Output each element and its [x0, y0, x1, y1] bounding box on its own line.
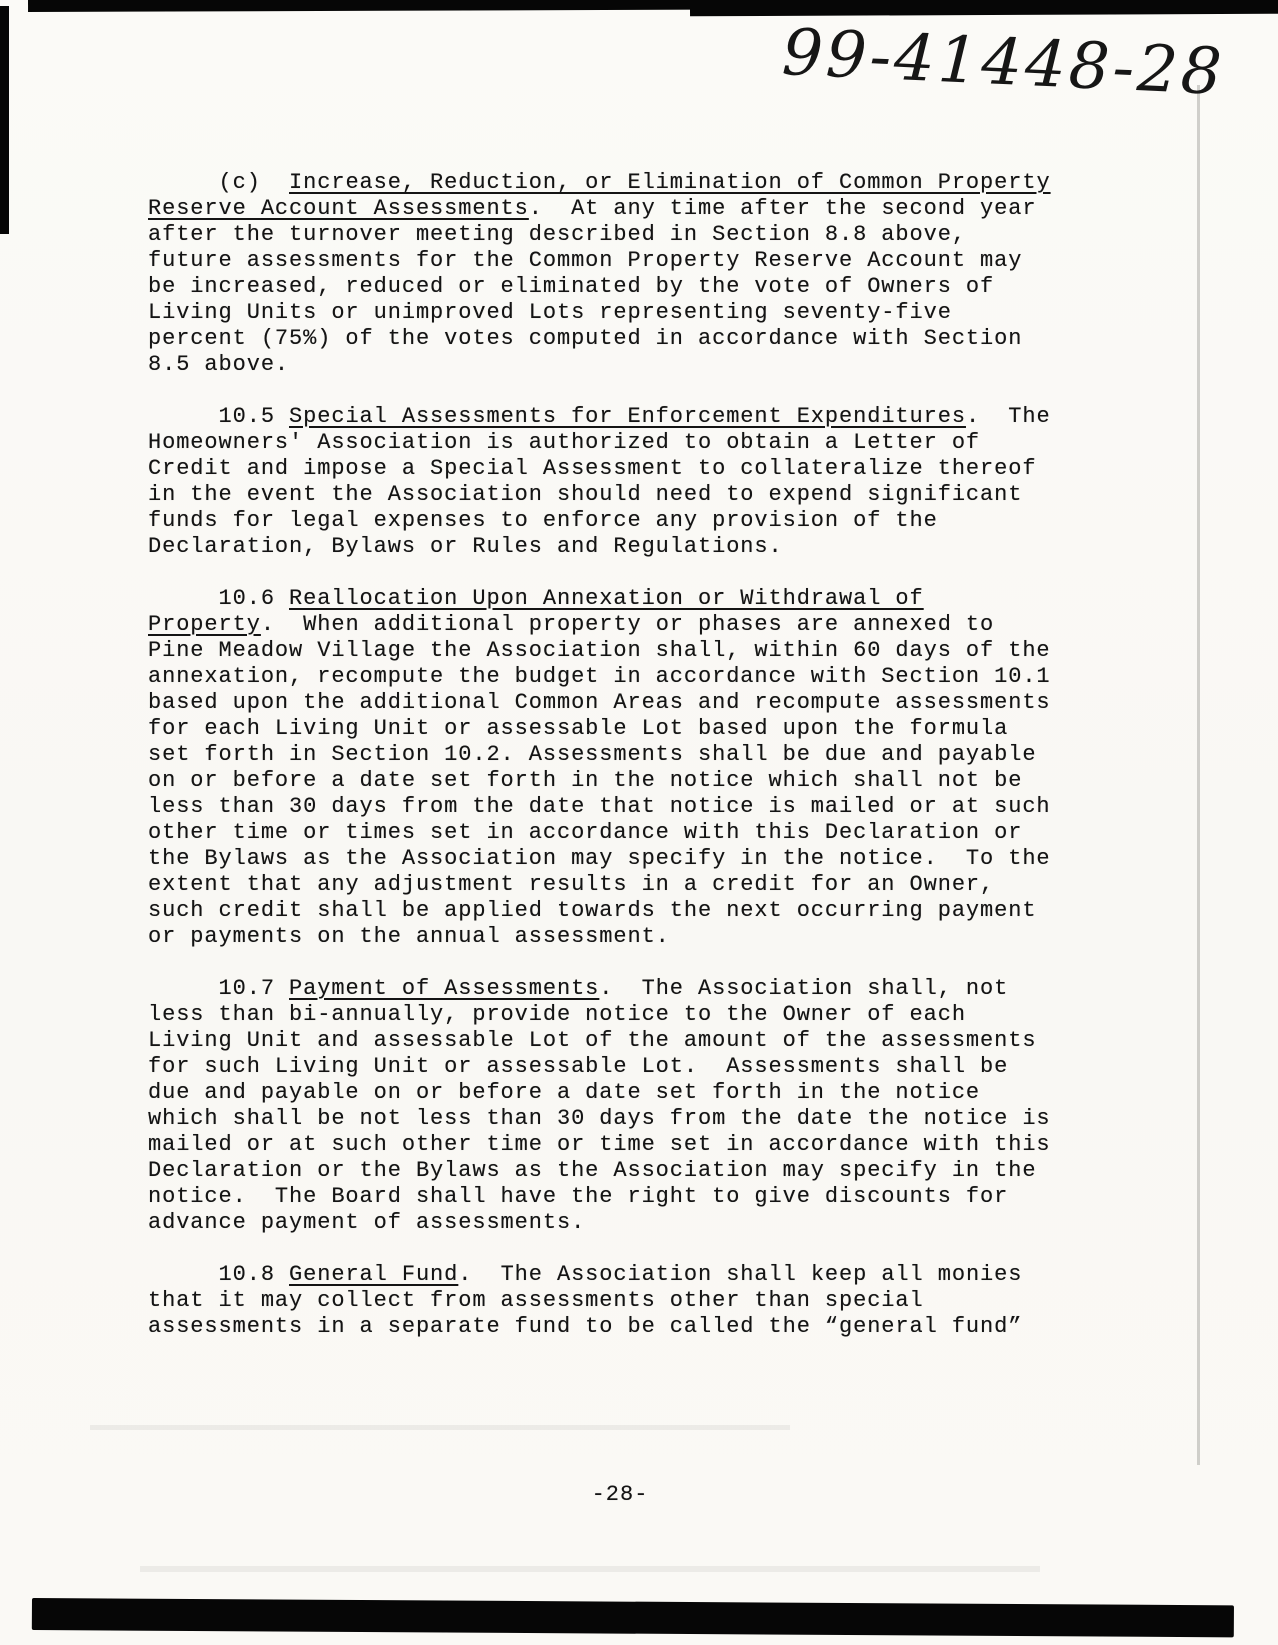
- body-text: for such Living Unit or assessable Lot. Assessments shall be: [148, 1054, 1009, 1079]
- body-text: . At any time after the second year: [528, 196, 1037, 221]
- body-text: or payments on the annual assessment.: [148, 924, 670, 949]
- body-text: the Bylaws as the Association may specify in the notice. To the: [148, 846, 1051, 871]
- text-line: [148, 638, 1092, 664]
- scan-artifact-top-bar-right: [690, 1, 1278, 17]
- body-text: 10.8: [148, 1262, 290, 1287]
- body-text: for each Living Unit or assessable Lot based upon the formula: [148, 716, 1009, 741]
- text-line: [148, 846, 1092, 872]
- body-text: Homeowners' Association is authorized to obtain a Letter of: [148, 430, 981, 455]
- body-text: Pine Meadow Village the Association shall, within 60 days of the: [148, 638, 1051, 663]
- text-line: [148, 1080, 1092, 1106]
- text-line: [148, 1314, 1092, 1340]
- text-line: [148, 742, 1092, 768]
- text-line: [148, 690, 1092, 716]
- body-text: 8.5 above.: [148, 352, 290, 377]
- text-line: [148, 482, 1092, 508]
- underlined-heading-text: Special Assessments for Enforcement Expenditures: [289, 404, 966, 429]
- text-line: [148, 352, 1092, 378]
- body-text: due and payable on or before a date set forth in the notice: [148, 1080, 981, 1105]
- text-line: [148, 898, 1092, 924]
- scan-artifact-bottom-bar: [32, 1598, 1234, 1637]
- underlined-heading-text: Increase, Reduction, or Elimination of Common Property: [289, 170, 1051, 195]
- body-text: funds for legal expenses to enforce any provision of the: [148, 508, 938, 533]
- paragraph-10-8-general-fund: [148, 1262, 1092, 1340]
- text-line: [148, 508, 1092, 534]
- text-line: [148, 1132, 1092, 1158]
- text-line: [148, 664, 1092, 690]
- text-line: [148, 716, 1092, 742]
- text-line: [148, 872, 1092, 898]
- text-line: [148, 456, 1092, 482]
- text-line: [148, 326, 1092, 352]
- body-text: notice. The Board shall have the right to give discounts for: [148, 1184, 1009, 1209]
- underlined-heading-text: Reallocation Upon Annexation or Withdrawal of: [289, 586, 924, 611]
- scan-smudge: [90, 1425, 790, 1430]
- text-line: [148, 1262, 1092, 1288]
- document-body: [148, 170, 1092, 1340]
- text-line: [148, 586, 1092, 612]
- text-line: [148, 222, 1092, 248]
- text-line: [148, 248, 1092, 274]
- body-text: less than 30 days from the date that notice is mailed or at such: [148, 794, 1051, 819]
- body-text: extent that any adjustment results in a credit for an Owner,: [148, 872, 995, 897]
- body-text: based upon the additional Common Areas and recompute assessments: [148, 690, 1051, 715]
- text-line: [148, 170, 1092, 196]
- page-number: -28-: [591, 1482, 649, 1507]
- body-text: (c): [148, 170, 290, 195]
- body-text: after the turnover meeting described in Section 8.8 above,: [148, 222, 966, 247]
- text-line: [148, 1288, 1092, 1314]
- body-text: such credit shall be applied towards the next occurring payment: [148, 898, 1037, 923]
- body-text: assessments in a separate fund to be called the “general fund”: [148, 1314, 1023, 1339]
- paragraph-10-7-payment-of-assessments: [148, 976, 1092, 1236]
- underlined-heading-text: Payment of Assessments: [289, 976, 600, 1001]
- text-line: [148, 196, 1092, 222]
- handwritten-docket-number: 99-41448-28: [780, 15, 1227, 111]
- body-text: less than bi-annually, provide notice to the Owner of each: [148, 1002, 966, 1027]
- text-line: [148, 274, 1092, 300]
- text-line: [148, 768, 1092, 794]
- text-line: [148, 1158, 1092, 1184]
- text-line: [148, 1002, 1092, 1028]
- body-text: be increased, reduced or eliminated by the vote of Owners of: [148, 274, 995, 299]
- paragraph-c-common-property-reserve: [148, 170, 1092, 378]
- body-text: set forth in Section 10.2. Assessments shall be due and payable: [148, 742, 1037, 767]
- text-line: [148, 924, 1092, 950]
- body-text: Credit and impose a Special Assessment to collateralize thereof: [148, 456, 1037, 481]
- body-text: on or before a date set forth in the notice which shall not be: [148, 768, 1023, 793]
- text-line: [148, 794, 1092, 820]
- text-line: [148, 1106, 1092, 1132]
- text-line: [148, 976, 1092, 1002]
- scan-smudge: [140, 1566, 1040, 1572]
- underlined-heading-text: Property: [148, 612, 261, 637]
- body-text: that it may collect from assessments other than special: [148, 1288, 924, 1313]
- body-text: Living Unit and assessable Lot of the amount of the assessments: [148, 1028, 1037, 1053]
- paragraph-10-5-special-assessments: [148, 404, 1092, 560]
- body-text: which shall be not less than 30 days from the date the notice is: [148, 1106, 1051, 1131]
- body-text: 10.7: [148, 976, 290, 1001]
- paragraph-10-6-reallocation: [148, 586, 1092, 950]
- scan-artifact-left-edge: [0, 6, 9, 234]
- text-line: [148, 404, 1092, 430]
- body-text: Living Units or unimproved Lots representing seventy-five: [148, 300, 952, 325]
- body-text: . The Association shall, not: [599, 976, 1009, 1001]
- text-line: [148, 534, 1092, 560]
- text-line: [148, 1028, 1092, 1054]
- body-text: percent (75%) of the votes computed in accordance with Section: [148, 326, 1023, 351]
- text-line: [148, 1210, 1092, 1236]
- body-text: 10.6: [148, 586, 290, 611]
- body-text: future assessments for the Common Property Reserve Account may: [148, 248, 1023, 273]
- body-text: Declaration or the Bylaws as the Association may specify in the: [148, 1158, 1037, 1183]
- text-line: [148, 430, 1092, 456]
- underlined-heading-text: Reserve Account Assessments: [148, 196, 529, 221]
- body-text: . The: [965, 404, 1051, 429]
- body-text: annexation, recompute the budget in accordance with Section 10.1: [148, 664, 1051, 689]
- body-text: advance payment of assessments.: [148, 1210, 586, 1235]
- scan-artifact-right-edge-line: [1197, 85, 1200, 1465]
- body-text: other time or times set in accordance with this Declaration or: [148, 820, 1023, 845]
- body-text: mailed or at such other time or time set in accordance with this: [148, 1132, 1051, 1157]
- body-text: Declaration, Bylaws or Rules and Regulations.: [148, 534, 783, 559]
- body-text: . When additional property or phases are annexed to: [260, 612, 995, 637]
- underlined-heading-text: General Fund: [289, 1262, 459, 1287]
- text-line: [148, 612, 1092, 638]
- body-text: 10.5: [148, 404, 290, 429]
- body-text: . The Association shall keep all monies: [458, 1262, 1023, 1287]
- text-line: [148, 1054, 1092, 1080]
- text-line: [148, 820, 1092, 846]
- text-line: [148, 300, 1092, 326]
- text-line: [148, 1184, 1092, 1210]
- body-text: in the event the Association should need to expend significant: [148, 482, 1023, 507]
